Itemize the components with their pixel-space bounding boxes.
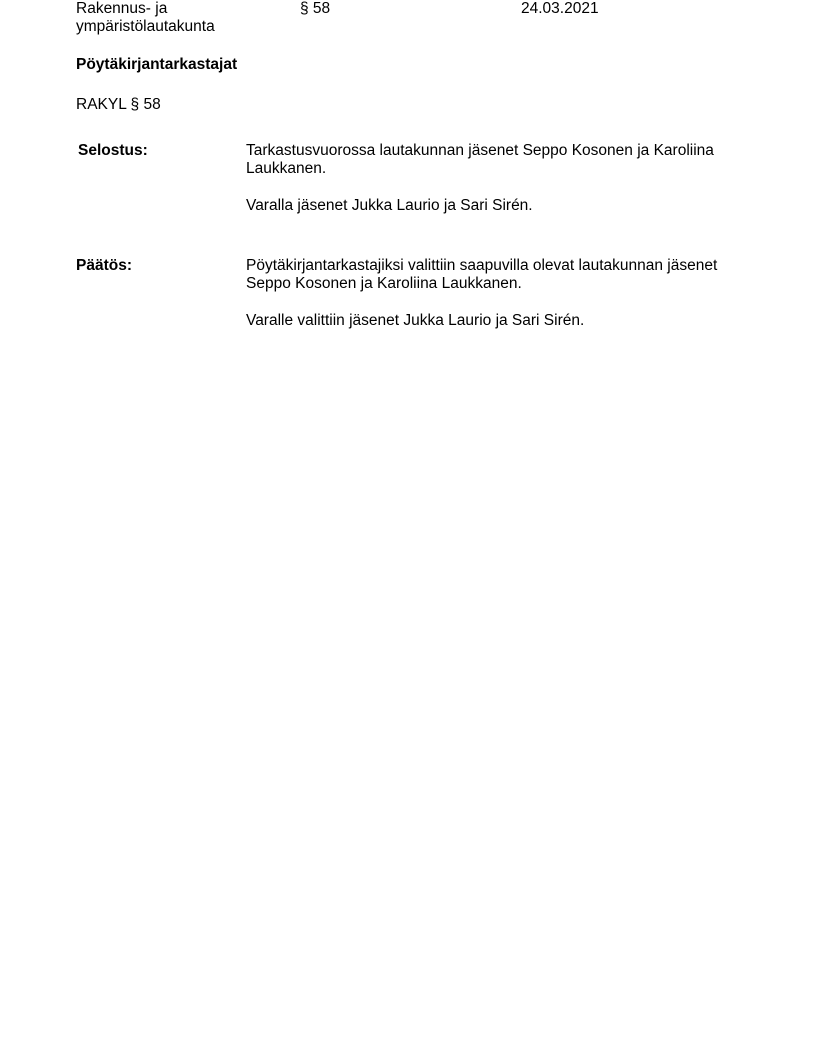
document-title: Pöytäkirjantarkastajat [76, 56, 238, 73]
paatos-paragraph-2: Varalle valittiin jäsenet Jukka Laurio ja Sari Sirén. [246, 312, 585, 329]
header-organization-line2: ympäristölautakunta [76, 18, 215, 35]
paatos-paragraph-1 [246, 257, 746, 293]
header-organization-line1: Rakennus- ja [76, 0, 168, 17]
paatos-paragraph-1-line-1: Pöytäkirjantarkastajiksi valittiin saapuvilla olevat lautakunnan jäsenet [246, 257, 718, 274]
paatos-paragraph-1-line-2: Seppo Kosonen ja Karoliina Laukkanen. [246, 275, 522, 292]
document-reference: RAKYL § 58 [76, 96, 161, 113]
selostus-paragraph-1-line-2: Laukkanen. [246, 160, 327, 177]
selostus-paragraph-1 [246, 142, 746, 178]
selostus-label: Selostus: [78, 142, 148, 159]
paatos-label: Päätös: [76, 257, 132, 274]
header-section-number: § 58 [300, 0, 331, 17]
selostus-paragraph-1-line-1: Tarkastusvuorossa lautakunnan jäsenet Seppo Kosonen ja Karoliina [246, 142, 714, 159]
header-date: 24.03.2021 [521, 0, 599, 17]
selostus-paragraph-2: Varalla jäsenet Jukka Laurio ja Sari Sirén. [246, 197, 533, 214]
header-organization [76, 0, 276, 36]
